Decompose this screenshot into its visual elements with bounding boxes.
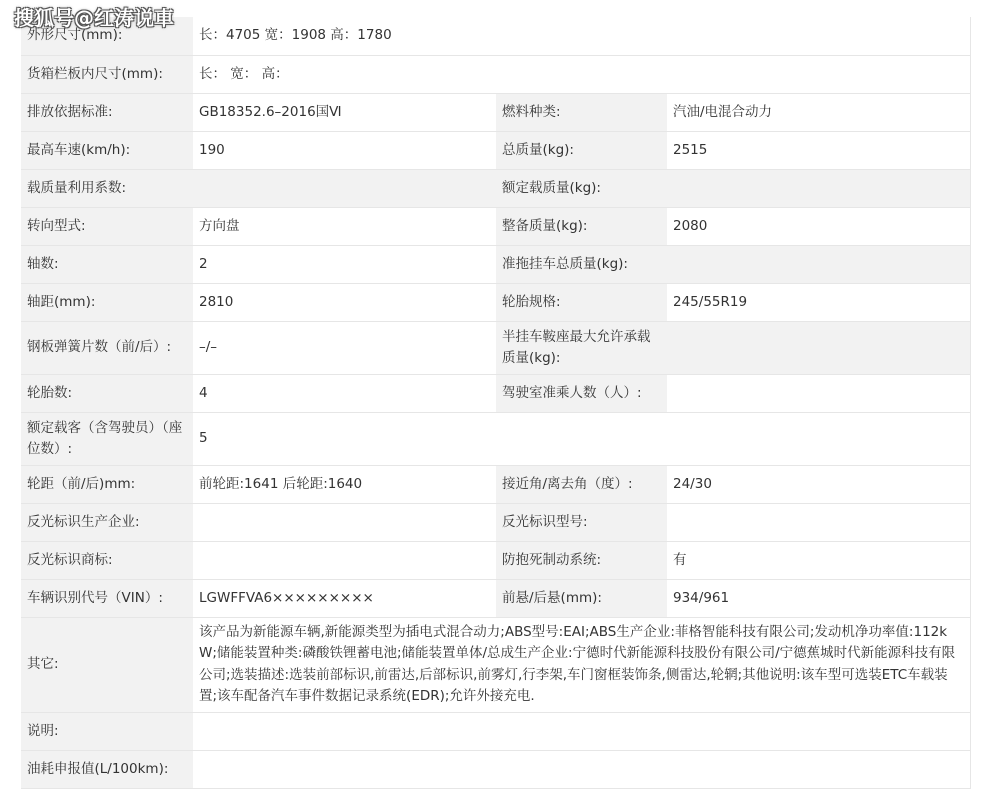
row-notes bbox=[21, 712, 970, 750]
label-overhang: 前悬/后悬(mm): bbox=[496, 579, 667, 617]
value-vin: LGWFFVA6××××××××× bbox=[193, 579, 496, 617]
label-fuel-type: 燃料种类: bbox=[496, 93, 667, 131]
label-fuel-consumption: 油耗申报值(L/100km): bbox=[21, 750, 193, 788]
label-cargo-box: 货箱栏板内尺寸(mm): bbox=[21, 55, 193, 93]
label-curb-mass: 整备质量(kg): bbox=[496, 207, 667, 245]
label-max-speed: 最高车速(km/h): bbox=[21, 131, 193, 169]
label-reflect-model: 反光标识型号: bbox=[496, 503, 667, 541]
label-tire-count: 轮胎数: bbox=[21, 374, 193, 412]
value-cab-occupants bbox=[667, 374, 970, 412]
value-notes bbox=[193, 712, 970, 750]
label-reflect-maker: 反光标识生产企业: bbox=[21, 503, 193, 541]
label-wheelbase: 轴距(mm): bbox=[21, 283, 193, 321]
watermark: 搜狐号@红涛说車 bbox=[14, 6, 174, 30]
value-reflect-model bbox=[667, 503, 970, 541]
value-track: 前轮距:1641 后轮距:1640 bbox=[193, 465, 496, 503]
label-reflect-brand: 反光标识商标: bbox=[21, 541, 193, 579]
label-passengers: 额定载客（含驾驶员）（座位数）: bbox=[21, 412, 193, 465]
value-dimensions: 长：4705 宽：1908 高：1780 bbox=[193, 17, 970, 55]
value-reflect-maker bbox=[193, 503, 496, 541]
value-leaf-spring: –/– bbox=[193, 321, 496, 374]
label-dimensions: 外形尺寸(mm): bbox=[21, 17, 193, 55]
value-other: 该产品为新能源车辆,新能源类型为插电式混合动力;ABS型号:EAI;ABS生产企业:菲格智能科技有限公司;发动机净功率值:112kW;储能装置种类:磷酸铁锂蓄电池;储能装置单体/总成生产企业:宁德时代新能源科技股份有限公司/宁德蕉城时代新能源科技有限公司;选装描述:选装前部标识,前雷达,后部标识,前雾灯,行李架,车门窗框装饰条,侧雷达,轮辋;其他说明:该车型可选装ETC车载装置;该车配备汽车事件数据记录系统(EDR);允许外接充电. bbox=[193, 617, 970, 712]
label-approach-angle: 接近角/离去角（度）: bbox=[496, 465, 667, 503]
value-passengers: 5 bbox=[193, 412, 970, 465]
row-emission bbox=[21, 93, 970, 131]
label-track: 轮距（前/后)mm: bbox=[21, 465, 193, 503]
label-notes: 说明: bbox=[21, 712, 193, 750]
value-curb-mass: 2080 bbox=[667, 207, 970, 245]
label-load-util: 载质量利用系数: bbox=[21, 169, 193, 207]
label-rated-load: 额定载质量(kg): bbox=[496, 169, 667, 207]
label-saddle-load: 半挂车鞍座最大允许承载质量(kg): bbox=[496, 321, 667, 374]
value-trailer-mass bbox=[667, 245, 970, 283]
value-fuel-type: 汽油/电混合动力 bbox=[667, 93, 970, 131]
label-steering: 转向型式: bbox=[21, 207, 193, 245]
label-vin: 车辆识别代号（VIN）: bbox=[21, 579, 193, 617]
row-load-util bbox=[21, 169, 970, 207]
label-other: 其它: bbox=[21, 617, 193, 712]
value-wheelbase: 2810 bbox=[193, 283, 496, 321]
value-cargo-box: 长： 宽： 高： bbox=[193, 55, 970, 93]
value-emission: GB18352.6–2016国Ⅵ bbox=[193, 93, 496, 131]
value-fuel-consumption bbox=[193, 750, 970, 788]
row-max-speed bbox=[21, 131, 970, 169]
row-tires bbox=[21, 374, 970, 412]
label-axles: 轴数: bbox=[21, 245, 193, 283]
label-abs: 防抱死制动系统: bbox=[496, 541, 667, 579]
value-steering: 方向盘 bbox=[193, 207, 496, 245]
vehicle-spec-table bbox=[21, 17, 971, 789]
label-leaf-spring: 钢板弹簧片数（前/后）: bbox=[21, 321, 193, 374]
value-rated-load bbox=[667, 169, 970, 207]
row-passengers bbox=[21, 412, 970, 465]
value-abs: 有 bbox=[667, 541, 970, 579]
row-wheelbase bbox=[21, 283, 970, 321]
label-tire-spec: 轮胎规格: bbox=[496, 283, 667, 321]
row-reflect-brand bbox=[21, 541, 970, 579]
value-load-util bbox=[193, 169, 496, 207]
row-vin bbox=[21, 579, 970, 617]
row-other bbox=[21, 617, 970, 712]
label-cab-occupants: 驾驶室准乘人数（人）: bbox=[496, 374, 667, 412]
row-fuel-consumption bbox=[21, 750, 970, 788]
row-axles bbox=[21, 245, 970, 283]
value-max-speed: 190 bbox=[193, 131, 496, 169]
row-track bbox=[21, 465, 970, 503]
value-tire-spec: 245/55R19 bbox=[667, 283, 970, 321]
value-axles: 2 bbox=[193, 245, 496, 283]
row-leaf-spring bbox=[21, 321, 970, 374]
value-overhang: 934/961 bbox=[667, 579, 970, 617]
label-emission: 排放依据标准: bbox=[21, 93, 193, 131]
label-trailer-mass: 准拖挂车总质量(kg): bbox=[496, 245, 667, 283]
value-tire-count: 4 bbox=[193, 374, 496, 412]
row-reflect-maker bbox=[21, 503, 970, 541]
value-reflect-brand bbox=[193, 541, 496, 579]
value-total-mass: 2515 bbox=[667, 131, 970, 169]
label-total-mass: 总质量(kg): bbox=[496, 131, 667, 169]
row-steering bbox=[21, 207, 970, 245]
value-saddle-load bbox=[667, 321, 970, 374]
value-approach-angle: 24/30 bbox=[667, 465, 970, 503]
row-cargo-box bbox=[21, 55, 970, 93]
